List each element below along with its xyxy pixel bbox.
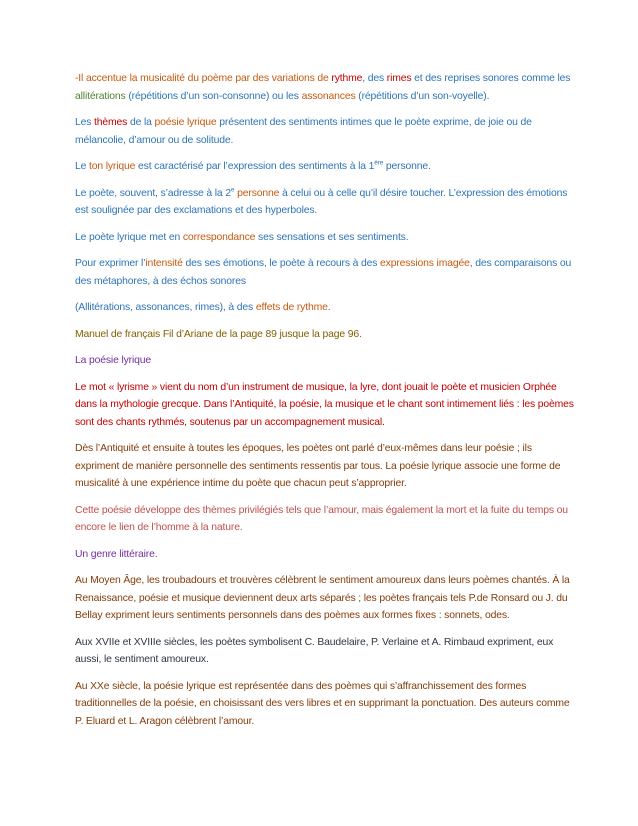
text-segment: rimes [386, 73, 412, 84]
text-segment: (répétitions d’un son-consonne) ou les [125, 90, 302, 102]
text-segment: Pour exprimer l’ [75, 258, 146, 269]
paragraph-lyrisme [75, 379, 575, 432]
section-heading: La poésie lyrique [75, 355, 152, 366]
text-segment: Au Moyen Âge, les troubadours et trouvères célèbrent le sentiment amoureux dans leurs poèmes chantés. À la Renaissance, poésie et musique deviennent deux arts séparés ; les poètes français tels P.de Ronsard ou J. du Bellay expriment leurs sentiments personnels dans des poèmes aux formes fixes : sonnets, odes. [75, 575, 570, 621]
text-segment: ses sensations et ses sentiments. [255, 231, 409, 243]
text-segment: -Il accentue la musicalité du poème par des variations de [75, 73, 332, 84]
paragraph-xvii-xviii [75, 634, 575, 669]
text-segment: assonances [301, 90, 356, 102]
text-segment: rythme [331, 73, 363, 84]
text-segment: ton lyrique [89, 161, 136, 172]
text-segment: Le mot « lyrisme » vient du nom d’un instrument de musique, la lyre, dont jouait le poète et musicien Orphée dans la mythologie grecque. Dans l’Antiquité, la poésie, la musique et le chant sont intimement liés : les poèmes sont des chants rythmés, soutenus par un accompagnement musical. [75, 381, 574, 428]
document-body [75, 70, 575, 739]
text-segment: correspondance [182, 231, 256, 243]
text-segment: . [327, 302, 331, 313]
paragraph-themes [75, 114, 575, 149]
text-segment: Dès l’Antiquité et ensuite à toutes les époques, les poètes ont parlé d’eux-mêmes dans leur poésie ; ils expriment de manière personnelle des sentiments ressentis par tous. La poésie lyrique associe une forme de musicalité à une expérience intime du poète que chacun peut s’approprier. [75, 443, 561, 489]
text-segment: Les [75, 117, 95, 128]
text-segment: Aux XVIIe et XVIIIe siècles, les poètes symbolisent C. Baudelaire, P. Verlaine et A. Rimbaud expriment, eux aussi, le sentiment amoureux. [75, 636, 554, 665]
text-segment: personne [234, 187, 280, 199]
paragraph-themes-privilegies [75, 502, 575, 537]
paragraph-deuxieme-personne [75, 185, 575, 220]
paragraph-manuel-reference [75, 326, 575, 344]
section-heading-genre-litteraire [75, 546, 575, 564]
text-segment: allitérations [75, 90, 126, 102]
text-segment: , des [362, 73, 387, 84]
text-segment: Au XXe siècle, la poésie lyrique est représentée dans des poèmes qui s’affranchissement des formes traditionnelles de la poésie, en choisissant des vers libres et en supprimant la ponctuation. Des auteurs comme P. Eluard et L. Aragon célèbrent l’amour. [75, 680, 570, 727]
text-segment: est caractérisé par l’expression des sentiments à la 1 [135, 161, 375, 172]
superscript-text: e [230, 186, 235, 194]
text-segment: et des reprises sonores comme les [411, 73, 571, 84]
text-segment: Le poète lyrique met en [75, 231, 183, 243]
text-segment: des ses émotions, le poète à recours à des [182, 258, 381, 269]
paragraph-effets-rythme [75, 299, 575, 317]
text-segment: Le poète, souvent, s’adresse à la 2 [75, 187, 231, 199]
section-heading-poesie-lyrique [75, 352, 575, 370]
text-segment: expressions imagée [380, 258, 470, 269]
text-segment: , des comparaisons ou des métaphores, à des échos sonores [75, 258, 572, 287]
text-segment: Cette poésie développe des thèmes privilégiés tels que l’amour, mais également la mort et la fuite du temps ou encore le lien de l’homme à la nature. [75, 504, 568, 533]
text-segment: Manuel de français Fil d’Ariane de la page 89 jusque la page 96. [75, 328, 362, 340]
text-segment: intensité [145, 258, 183, 269]
paragraph-antiquite [75, 440, 575, 493]
paragraph-ton-lyrique [75, 158, 575, 176]
paragraph-intensite [75, 255, 575, 290]
text-segment: (répétitions d’un son-voyelle). [355, 90, 490, 102]
text-segment: présentent des sentiments intimes que le poète exprime, de joie ou de mélancolie, d’amour ou de solitude. [75, 117, 532, 146]
text-segment: thèmes [94, 117, 128, 128]
text-segment: personne. [383, 161, 431, 172]
text-segment: à celui ou à celle qu’il désire toucher. L’expression des émotions est soulignée par des exclamations et des hyperboles. [75, 187, 568, 216]
text-segment: effets de rythme [255, 302, 328, 313]
text-segment: (Allitérations, assonances, rimes), à des [75, 302, 256, 313]
text-segment: de la [127, 117, 155, 128]
section-heading: Un genre littéraire. [75, 548, 158, 560]
paragraph-xx-siecle [75, 678, 575, 731]
paragraph-musicalite [75, 70, 575, 105]
paragraph-correspondance [75, 229, 575, 247]
text-segment: Le [75, 161, 89, 172]
paragraph-moyen-age [75, 572, 575, 625]
superscript-text: ère [374, 159, 384, 167]
text-segment: poésie lyrique [154, 117, 217, 128]
